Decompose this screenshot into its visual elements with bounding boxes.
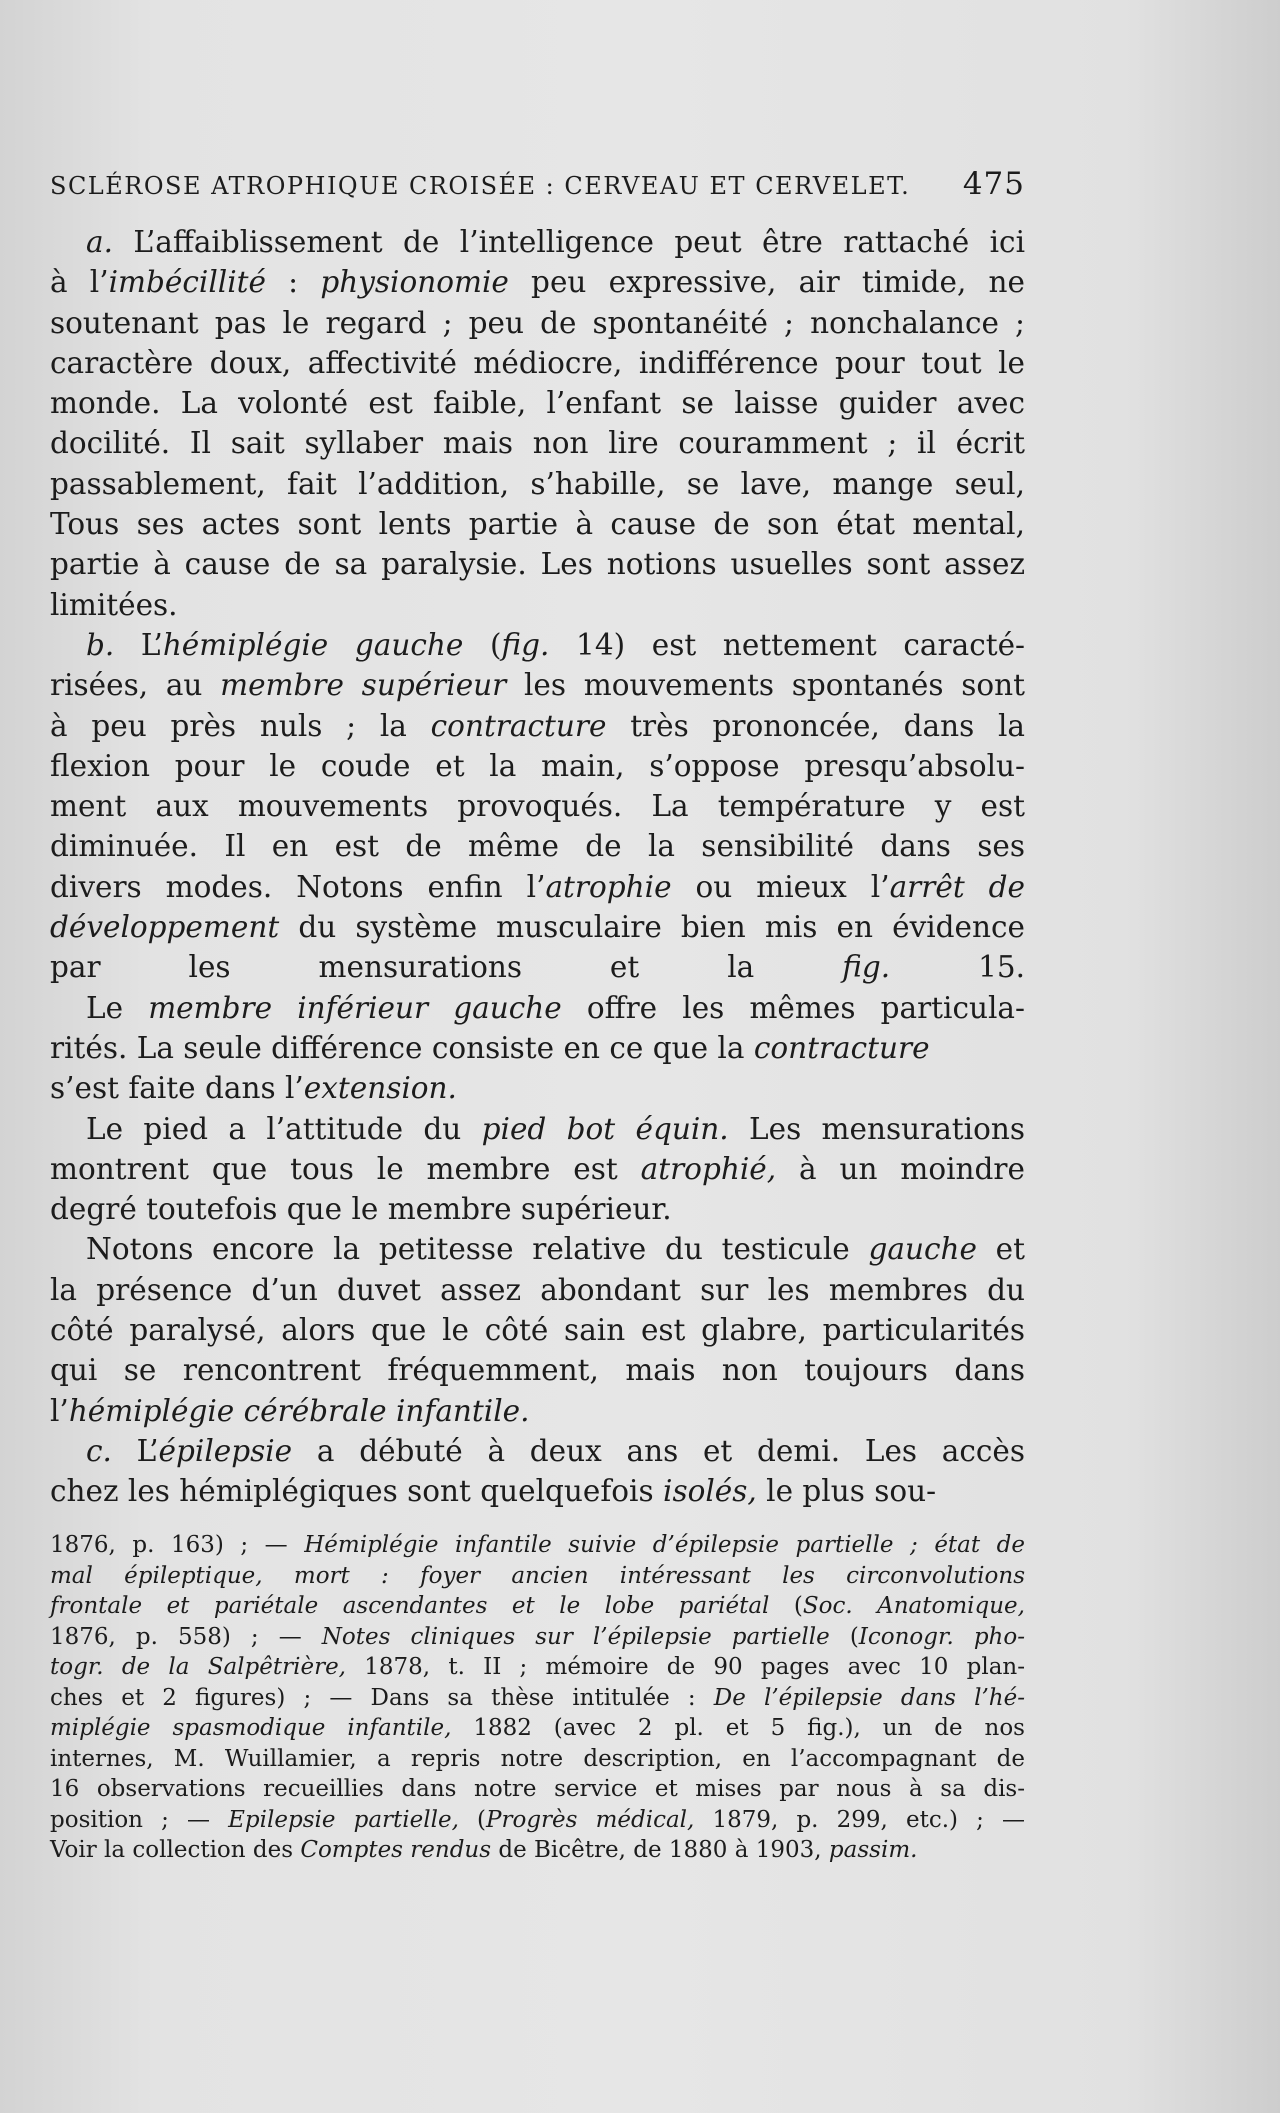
- italic-text: frontale et pariétale ascendantes et le lobe pariétal: [50, 1593, 770, 1619]
- italic-text: physionomie: [320, 265, 509, 300]
- footnote-line: [50, 1622, 1025, 1653]
- body-line: [50, 303, 1025, 343]
- footnote: [50, 1530, 1025, 1866]
- footnote-line: [50, 1774, 1025, 1805]
- text-run: le plus sou-: [756, 1474, 937, 1509]
- text-run: très prononcée, dans la: [606, 708, 1025, 743]
- text-run: 16 observations recueillies dans notre service et mises par nous à sa dis-: [50, 1776, 1025, 1802]
- body-line: [50, 867, 1025, 907]
- text-run: à l’: [50, 265, 109, 300]
- text-run: (: [829, 1623, 859, 1650]
- text-run: limitées.: [50, 587, 178, 622]
- italic-text: membre inférieur gauche: [148, 990, 562, 1025]
- body-line: [50, 1270, 1025, 1310]
- text-run: degré toutefois que le membre supérieur.: [50, 1192, 672, 1227]
- text-run: la présence d’un duvet assez abondant sur les membres du: [50, 1272, 1025, 1307]
- body-line: [50, 383, 1025, 423]
- body-line: [50, 585, 1025, 625]
- body-line: [50, 826, 1025, 866]
- italic-text: Comptes rendus: [300, 1837, 492, 1863]
- body-line: [50, 625, 1025, 665]
- text-run: caractère doux, affectivité médiocre, indifférence pour tout le: [50, 345, 1025, 380]
- text-run: qui se rencontrent fréquemment, mais non toujours dans: [50, 1353, 1025, 1388]
- body-line: [50, 464, 1025, 504]
- body-line: [50, 907, 1025, 947]
- text-run: ou mieux l’: [671, 869, 890, 904]
- text-run: Le pied a l’attitude du: [86, 1111, 482, 1146]
- text-run: (: [463, 627, 502, 662]
- body-line: [50, 1229, 1025, 1269]
- italic-text: imbécillité: [108, 265, 266, 300]
- body-line: [50, 544, 1025, 584]
- text-run: 15.: [890, 950, 1025, 985]
- text-run: et: [976, 1232, 1025, 1267]
- body-line: [50, 706, 1025, 746]
- footnote-line: [50, 1835, 1025, 1866]
- text-run: s’est faite dans l’: [50, 1071, 304, 1106]
- body-line: [50, 343, 1025, 383]
- text-run: Le: [86, 990, 149, 1025]
- text-run: 1879, p. 299, etc.) ; —: [694, 1806, 1025, 1833]
- text-run: Notons encore la petitesse relative du testicule: [86, 1232, 869, 1267]
- italic-text: hémiplégie cérébrale infantile.: [68, 1393, 530, 1428]
- italic-text: pied bot équin.: [481, 1111, 729, 1146]
- text-run: à un moindre: [776, 1151, 1025, 1186]
- footnote-line: [50, 1561, 1025, 1592]
- text-run: les mouvements spontanés sont: [506, 668, 1025, 703]
- italic-text: Soc. Anatomique,: [802, 1593, 1025, 1619]
- text-run: par les mensurations et la: [50, 950, 843, 985]
- body-line: [50, 1109, 1025, 1149]
- italic-text: membre supérieur: [220, 668, 507, 703]
- text-run: a débuté à deux ans et demi. Les accès: [292, 1433, 1025, 1468]
- footnote-line: [50, 1805, 1025, 1836]
- footnote-line: [50, 1591, 1025, 1622]
- text-run: 14) est nettement caracté-: [549, 627, 1025, 662]
- body-line: [50, 1068, 1025, 1108]
- text-run: 1882 (avec 2 pl. et 5 fig.), un de nos: [451, 1715, 1025, 1741]
- text-run: L’affaiblissement de l’intelligence peut être rattaché ici: [133, 225, 1026, 259]
- text-run: 1878, t. II ; mémoire de 90 pages avec 10 plan-: [346, 1654, 1025, 1680]
- body-line: [50, 1028, 1025, 1068]
- text-run: Les mensurations: [728, 1111, 1025, 1146]
- text-run: passablement, fait l’addition, s’habille, se lave, mange seul,: [50, 466, 1025, 501]
- italic-text: développement: [50, 910, 280, 945]
- text-run: côté paralysé, alors que le côté sain est glabre, particularités: [50, 1313, 1025, 1348]
- text-run: ment aux mouvements provoqués. La température y est: [50, 789, 1025, 824]
- text-run: du système musculaire bien mis en évidence: [279, 910, 1025, 945]
- italic-text: a.: [86, 225, 134, 259]
- footnote-line: [50, 1713, 1025, 1744]
- text-run: ches et 2 figures) ; — Dans sa thèse intitulée :: [50, 1684, 714, 1711]
- text-run: rités. La seule différence consiste en ce que la: [50, 1030, 754, 1065]
- italic-text: De l’épilepsie dans l’hé-: [713, 1684, 1025, 1711]
- footnote-line: [50, 1744, 1025, 1775]
- italic-text: contracture: [430, 708, 607, 743]
- text-run: 1876, p. 163) ; —: [50, 1532, 305, 1558]
- text-run: Voir la collection des: [50, 1837, 301, 1863]
- text-run: (: [458, 1806, 486, 1833]
- italic-text: Notes cliniques sur l’épilepsie partielle: [321, 1623, 830, 1650]
- text-run: docilité. Il sait syllaber mais non lire couramment ; il écrit: [50, 426, 1025, 461]
- italic-text: fig.: [501, 627, 550, 662]
- text-run: flexion pour le coude et la main, s’oppose presqu’absolu-: [50, 748, 1025, 783]
- footnote-line: [50, 1530, 1025, 1561]
- italic-text: b.: [86, 627, 141, 662]
- italic-text: atrophié,: [640, 1151, 777, 1186]
- body-line: [50, 947, 1025, 987]
- italic-text: arrêt de: [889, 869, 1026, 904]
- italic-text: miplégie spasmodique infantile,: [50, 1715, 452, 1741]
- body-line: [50, 504, 1025, 544]
- body-line: [50, 222, 1025, 262]
- body-line: [50, 1149, 1025, 1189]
- text-run: 1876, p. 558) ; —: [50, 1623, 322, 1650]
- italic-text: contracture: [753, 1030, 930, 1065]
- text-run: L’: [136, 1433, 159, 1468]
- italic-text: c.: [86, 1433, 137, 1468]
- italic-text: Hémiplégie infantile suivie d’épilepsie partielle ; état de: [304, 1532, 1026, 1558]
- body-line: [50, 1310, 1025, 1350]
- body-line: [50, 1431, 1025, 1471]
- text-run: soutenant pas le regard ; peu de spontanéité ; nonchalance ;: [50, 305, 1025, 340]
- running-header: [50, 166, 1025, 202]
- italic-text: extension.: [303, 1071, 457, 1106]
- body-line: [50, 1189, 1025, 1229]
- text-run: partie à cause de sa paralysie. Les notions usuelles sont assez: [50, 547, 1025, 582]
- body-line: [50, 1471, 1025, 1511]
- italic-text: Iconogr. pho-: [858, 1623, 1025, 1650]
- italic-text: hémiplégie gauche: [162, 627, 464, 662]
- italic-text: passim.: [828, 1837, 918, 1863]
- body-line: [50, 988, 1025, 1028]
- italic-text: atrophie: [545, 869, 672, 904]
- body-line: [50, 665, 1025, 705]
- running-title: SCLÉROSE ATROPHIQUE CROISÉE : CERVEAU ET CERVELET.: [50, 172, 911, 200]
- body-line: [50, 423, 1025, 463]
- text-run: offre les mêmes particula-: [561, 990, 1025, 1025]
- body-line: [50, 1391, 1025, 1431]
- text-run: à peu près nuls ; la: [50, 708, 431, 743]
- footnote-line: [50, 1652, 1025, 1683]
- text-run: (: [769, 1593, 803, 1619]
- italic-text: gauche: [868, 1232, 977, 1267]
- italic-text: togr. de la Salpêtrière,: [50, 1654, 346, 1680]
- italic-text: épilepsie: [158, 1433, 293, 1468]
- italic-text: fig.: [842, 950, 891, 985]
- text-run: L’: [140, 627, 163, 662]
- body-line: [50, 786, 1025, 826]
- italic-text: isolés,: [663, 1474, 757, 1509]
- text-run: peu expressive, air timide, ne: [508, 265, 1026, 300]
- page-number: 475: [962, 166, 1025, 202]
- text-run: :: [265, 265, 321, 300]
- text-run: risées, au: [50, 668, 221, 703]
- body-line: [50, 1350, 1025, 1390]
- text-run: Tous ses actes sont lents partie à cause de son état mental,: [50, 507, 1025, 542]
- text-run: diminuée. Il en est de même de la sensibilité dans ses: [50, 829, 1025, 864]
- text-run: internes, M. Wuillamier, a repris notre description, en l’accompagnant de: [50, 1745, 1025, 1772]
- text-run: divers modes. Notons enfin l’: [50, 869, 546, 904]
- italic-text: mal épileptique, mort : foyer ancien intéressant les circonvolutions: [50, 1562, 1025, 1589]
- text-run: montrent que tous le membre est: [50, 1151, 641, 1186]
- italic-text: Epilepsie partielle,: [228, 1806, 459, 1833]
- italic-text: Progrès médical,: [486, 1806, 695, 1833]
- body-line: [50, 746, 1025, 786]
- main-text: [50, 222, 1025, 1512]
- text-run: chez les hémiplégiques sont quelquefois: [50, 1474, 664, 1509]
- text-run: monde. La volonté est faible, l’enfant se laisse guider avec: [50, 386, 1025, 421]
- text-run: position ; —: [50, 1806, 229, 1833]
- footnote-line: [50, 1683, 1025, 1714]
- text-run: de Bicêtre, de 1880 à 1903,: [491, 1837, 829, 1863]
- body-line: [50, 262, 1025, 302]
- text-run: l’: [50, 1393, 69, 1428]
